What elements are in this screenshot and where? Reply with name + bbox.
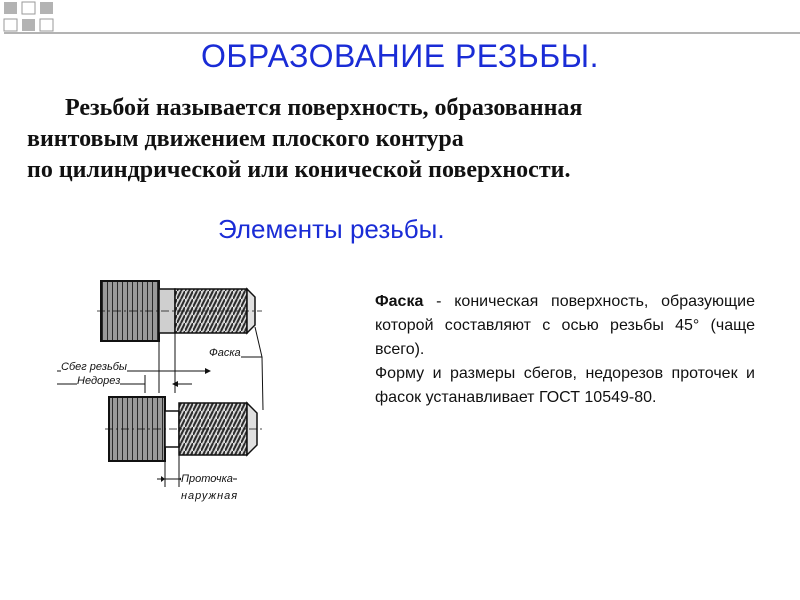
thread-drawing (57, 275, 272, 512)
definition-line: винтовым движением плоского контура (27, 126, 464, 152)
label-groove-2: наружная (181, 490, 239, 502)
section-subtitle: Элементы резьбы. (218, 214, 445, 244)
thread-elements-figure (57, 275, 272, 512)
corner-squares-icon (0, 0, 800, 40)
description-term: Фаска (375, 293, 424, 310)
slide-title: ОБРАЗОВАНИЕ РЕЗЬБЫ. (201, 38, 599, 74)
description-paragraph-1 (375, 290, 755, 362)
label-thread-runout: Сбег резьбы (61, 361, 128, 373)
label-chamfer: Фаска (209, 347, 241, 359)
label-groove-1: Проточка (181, 473, 233, 485)
definition-line: Резьбой называется поверхность, образованная (65, 95, 583, 121)
description-paragraph-2: Форму и размеры сбегов, недорезов проточек и фасок устанавливает ГОСТ 10549-80. (375, 365, 755, 406)
definition-line: по цилиндрической или конической поверхности. (27, 157, 571, 183)
chamfer-description (375, 290, 755, 410)
definition-text (27, 93, 787, 186)
description-text: - коническая поверхность, образующие которой составляют с осью резьбы 45° (чаще всего). (375, 293, 755, 358)
label-undercut: Недорез (77, 375, 121, 387)
